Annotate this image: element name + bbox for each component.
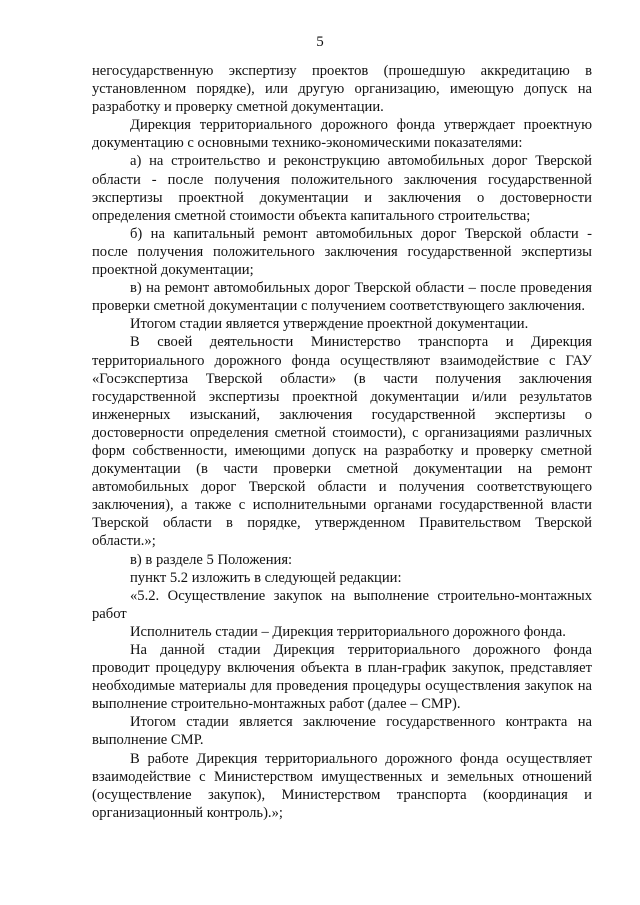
paragraph: Итогом стадии является заключение государственного контракта на выполнение СМР. xyxy=(92,714,592,749)
paragraph: негосударственную экспертизу проектов (прошедшую аккредитацию в установленном порядке), или другую организацию, имеющую допуск на разработку и проверку сметной документации. xyxy=(92,63,592,116)
paragraph: На данной стадии Дирекция территориального дорожного фонда проводит процедуру включения объекта в план-график закупок, представляет необходимые материалы для проведения процедуры осуществления закупок на выполнение строительно-монтажных работ (далее – СМР). xyxy=(92,642,592,713)
paragraph: б) на капитальный ремонт автомобильных дорог Тверской области - после получения положительного заключения государственной экспертизы проектной документации; xyxy=(92,225,592,279)
paragraph: В своей деятельности Министерство транспорта и Дирекция территориального дорожного фонда осуществляют взаимодействие с ГАУ «Госэкспертиза Тверской области» (в части получения заключения государственной экспертизы проектной документации и/или результатов инженерных изысканий, заключения государственной экспертизы о достоверности определения сметной стоимости), с организациями различных форм собственности, имеющими допуск на разработку и проверку сметной документации (в части проверки сметной документации на ремонт автомобильных дорог Тверской области и получения соответствующего заключения), а также с исполнительными органами государственной власти Тверской области в порядке, утвержденном Правительством Тверской области.»; xyxy=(92,334,592,550)
paragraph: пункт 5.2 изложить в следующей редакции: xyxy=(130,569,402,586)
paragraph: В работе Дирекция территориального дорожного фонда осуществляет взаимодействие с Министерством имущественных и земельных отношений (осуществление закупок), Министерством транспорта (координация и организационный контроль).»; xyxy=(92,750,592,821)
paragraph: в) в разделе 5 Положения: xyxy=(130,551,293,568)
paragraph: Дирекция территориального дорожного фонда утверждает проектную документацию с основными технико-экономическими показателями: xyxy=(92,117,592,152)
paragraph: Исполнитель стадии – Дирекция территориального дорожного фонда. xyxy=(130,623,566,640)
paragraph: «5.2. Осуществление закупок на выполнение строительно-монтажных работ xyxy=(92,587,592,622)
document-body xyxy=(92,62,592,822)
paragraph: а) на строительство и реконструкцию автомобильных дорог Тверской области - после получения положительного заключения государственной экспертизы проектной документации и заключения о достоверности определения сметной стоимости объекта капитального строительства; xyxy=(92,153,592,224)
paragraph: Итогом стадии является утверждение проектной документации. xyxy=(130,316,529,333)
paragraph: в) на ремонт автомобильных дорог Тверской области – после проведения проверки сметной документации с получением соответствующего заключения. xyxy=(92,280,592,315)
page-number: 5 xyxy=(316,34,324,50)
